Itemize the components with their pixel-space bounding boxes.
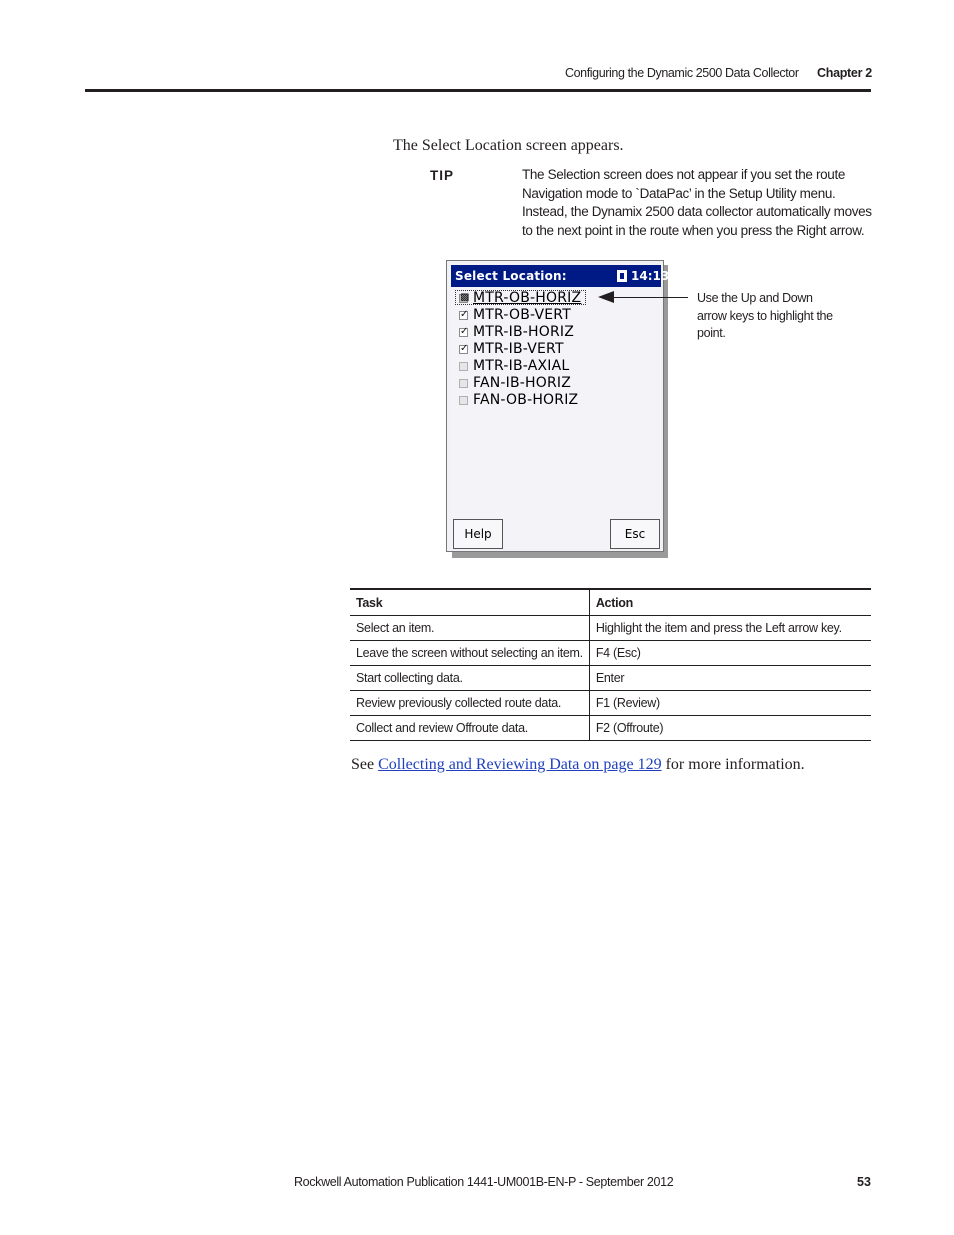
- tip-line: The Selection screen does not appear if you set the route: [522, 167, 846, 182]
- location-label: FAN-OB-HORIZ: [473, 392, 579, 408]
- location-list: [451, 287, 661, 549]
- checkbox-partial-icon[interactable]: ▩: [460, 292, 470, 303]
- device-clock: 14:13: [631, 269, 670, 283]
- checkbox-checked-icon[interactable]: ✓: [460, 326, 469, 337]
- table-row: [350, 666, 871, 691]
- tip-line: Instead, the Dynamix 2500 data collector automatically moves: [522, 204, 872, 220]
- column-header-task: Task: [350, 589, 589, 616]
- action-cell: F1 (Review): [589, 691, 871, 716]
- task-action-table: [350, 588, 871, 741]
- checkbox-empty-icon[interactable]: [459, 396, 468, 405]
- task-cell: Collect and review Offroute data.: [350, 716, 589, 741]
- intro-paragraph: The Select Location screen appears.: [393, 137, 624, 154]
- task-cell: Leave the screen without selecting an item.: [350, 641, 589, 666]
- column-header-action: Action: [589, 589, 871, 616]
- help-button[interactable]: Help: [453, 519, 503, 549]
- tip-label: TIP: [430, 168, 455, 183]
- device-title-bar: [451, 265, 670, 287]
- action-cell: F4 (Esc): [589, 641, 871, 666]
- cross-reference-link[interactable]: Collecting and Reviewing Data on page 129: [378, 756, 662, 773]
- esc-button[interactable]: Esc: [610, 519, 660, 549]
- device-screen: [446, 260, 670, 552]
- task-cell: Start collecting data.: [350, 666, 589, 691]
- callout-line: arrow keys to highlight the: [697, 308, 833, 323]
- table-row: [350, 641, 871, 666]
- location-label: MTR-OB-VERT: [473, 307, 571, 323]
- tip-line: to the next point in the route when you press the Right arrow.: [522, 222, 865, 238]
- tip-text: [522, 166, 877, 240]
- device-title: Select Location:: [455, 269, 567, 283]
- running-header-chapter: Chapter 2: [817, 66, 872, 80]
- table-row: [350, 616, 871, 641]
- table-row: [350, 691, 871, 716]
- action-cell: F2 (Offroute): [589, 716, 871, 741]
- callout-text: [697, 290, 847, 343]
- action-cell: Highlight the item and press the Left arrow key.: [589, 616, 871, 641]
- checkbox-checked-icon[interactable]: ✓: [460, 343, 469, 354]
- location-label: MTR-IB-AXIAL: [473, 358, 570, 374]
- location-label: FAN-IB-HORIZ: [473, 375, 572, 391]
- task-cell: Select an item.: [350, 616, 589, 641]
- footer-publication: Rockwell Automation Publication 1441-UM001B-EN-P - September 2012: [294, 1175, 674, 1189]
- header-rule: [85, 89, 871, 92]
- see-also-paragraph: [351, 756, 805, 774]
- checkbox-empty-icon[interactable]: [459, 362, 468, 371]
- checkbox-empty-icon[interactable]: [459, 379, 468, 388]
- location-label: MTR-OB-HORIZ: [473, 290, 582, 306]
- page-number: 53: [857, 1175, 871, 1189]
- callout-line: Use the Up and Down: [697, 291, 813, 305]
- table-row: [350, 716, 871, 741]
- task-cell: Review previously collected route data.: [350, 691, 589, 716]
- checkbox-checked-icon[interactable]: ✓: [460, 309, 469, 320]
- table-header-row: [350, 589, 871, 616]
- see-also-suffix: for more information.: [661, 756, 805, 773]
- see-also-prefix: See: [351, 756, 379, 773]
- battery-icon: [617, 270, 627, 282]
- callout-line: point.: [697, 326, 726, 341]
- location-label: MTR-IB-VERT: [473, 341, 564, 357]
- callout-arrow-line: [612, 297, 688, 298]
- action-cell: Enter: [589, 666, 871, 691]
- tip-line: Navigation mode to `DataPac’ in the Setup Utility menu.: [522, 185, 836, 201]
- location-label: MTR-IB-HORIZ: [473, 324, 575, 340]
- running-header-section: Configuring the Dynamic 2500 Data Collector: [565, 66, 799, 80]
